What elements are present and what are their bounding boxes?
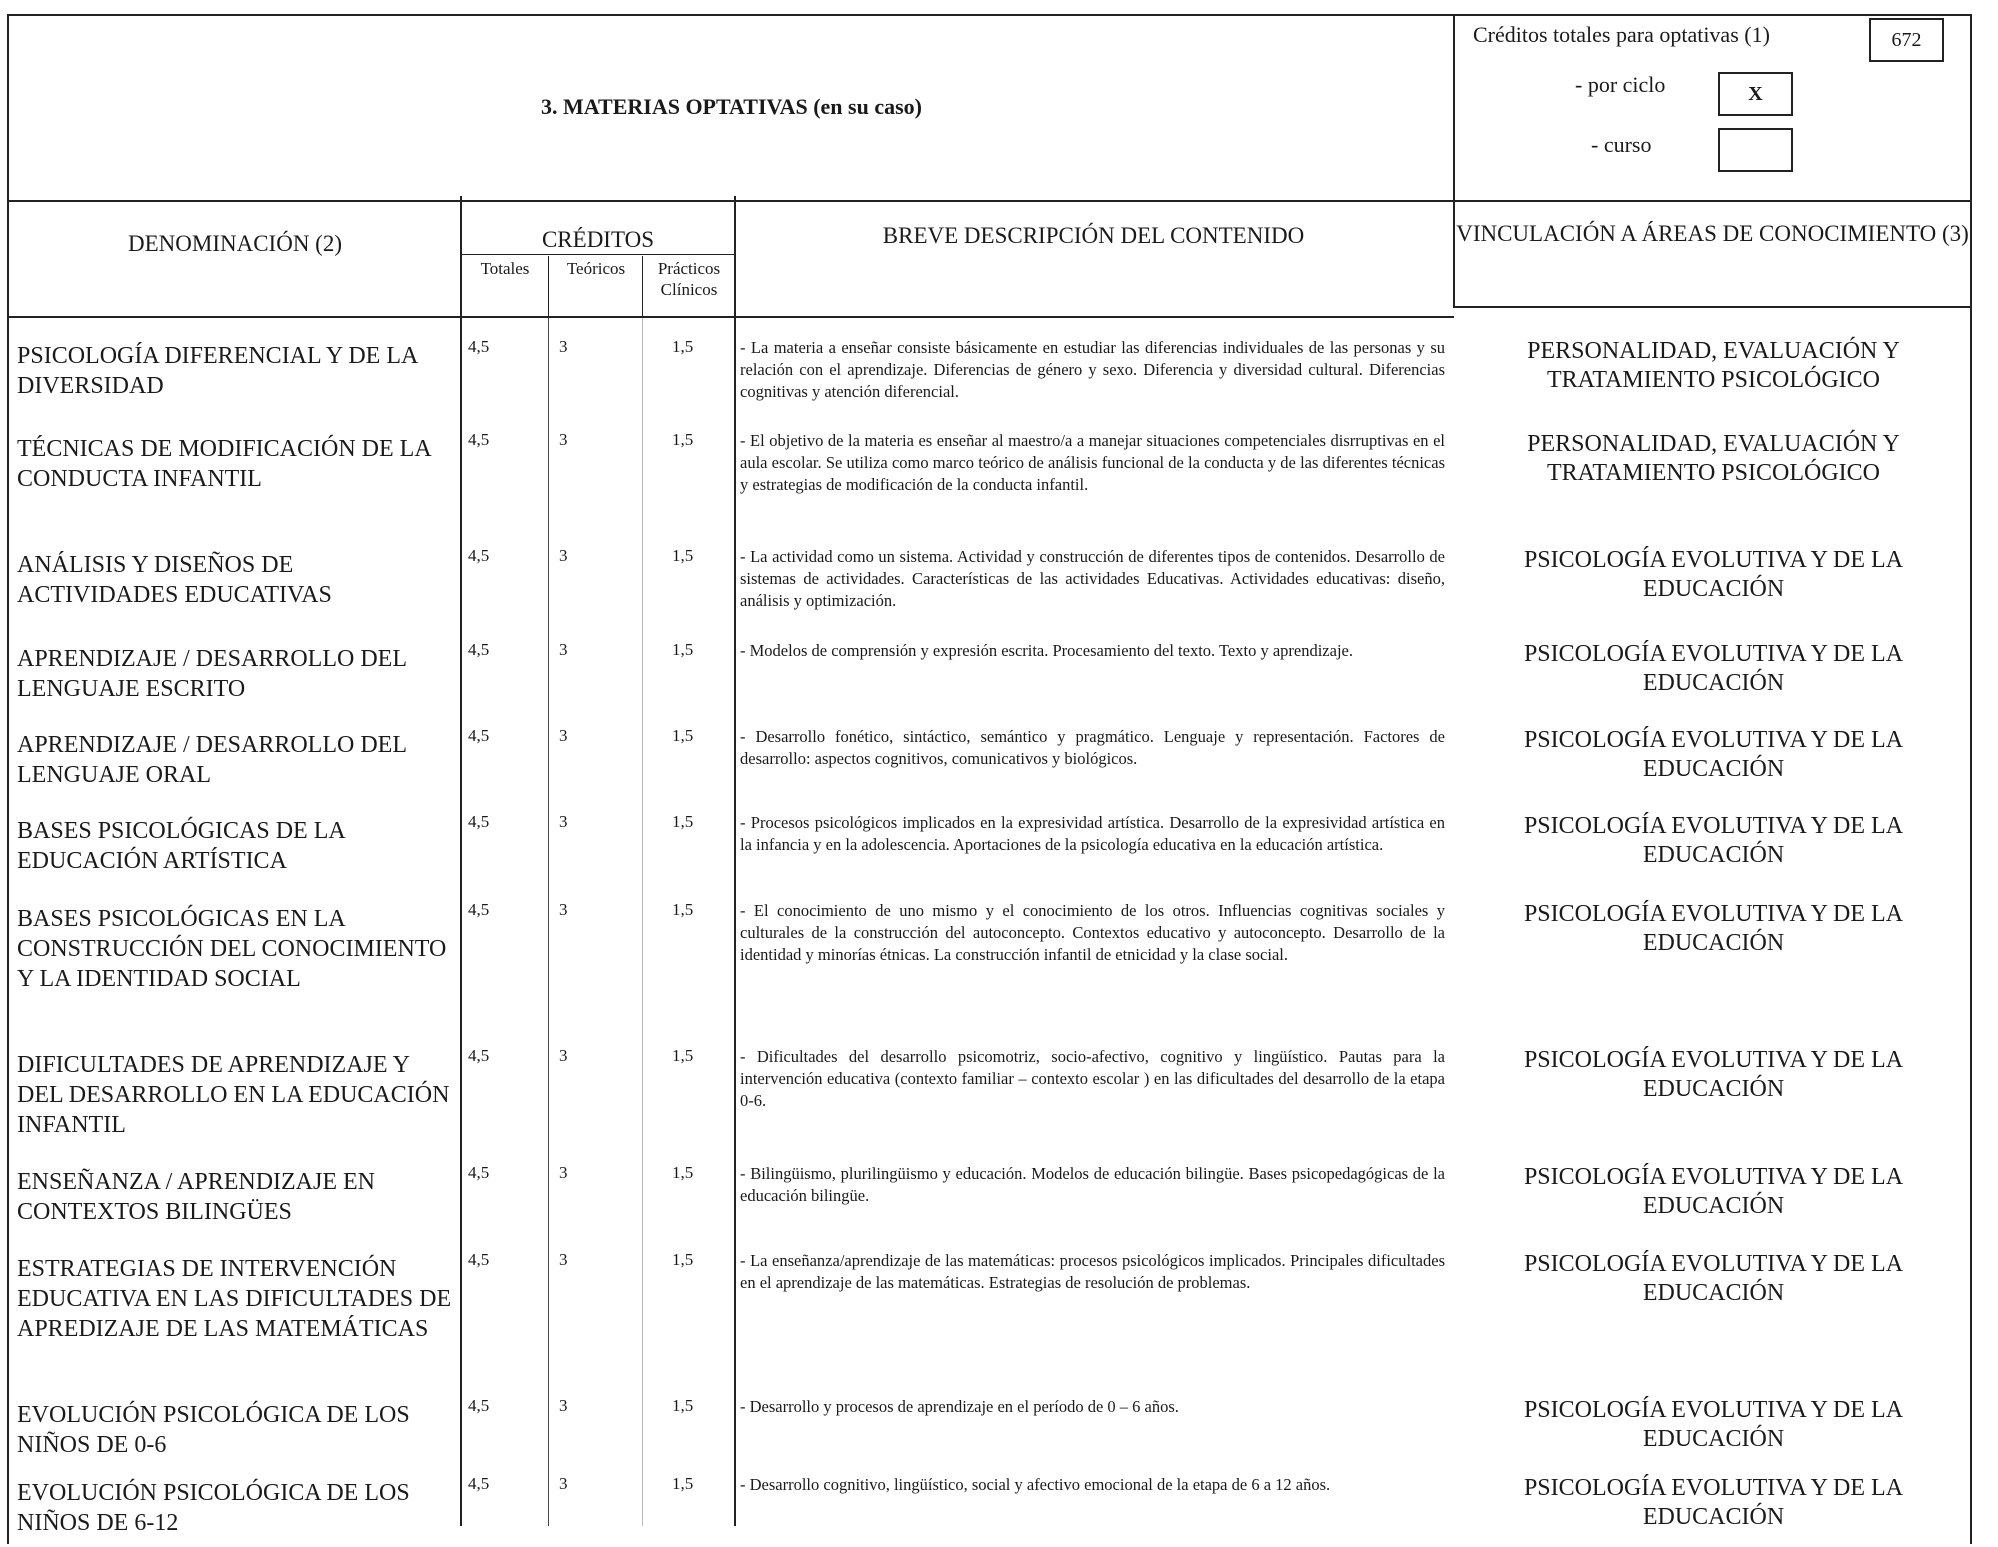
divider <box>1453 306 1970 308</box>
subject-name: DIFICULTADES DE APRENDIZAJE Y DEL DESARROLLO EN LA EDUCACIÓN INFANTIL <box>17 1052 450 1138</box>
knowledge-area: PSICOLOGÍA EVOLUTIVA Y DE LA EDUCACIÓN <box>1523 1164 1904 1219</box>
por-ciclo-checkbox: X <box>1718 72 1793 116</box>
credits-teoricos: 3 <box>559 640 568 659</box>
subject-description: - La materia a enseñar consiste básicamente en estudiar las diferencias individuales de las personas y su relación con el aprendizaje. Diferencias de género y sexo. Diferencia y diversidad cultural. Diferencias cognitivas y atención diferencial. <box>740 338 1445 401</box>
subject-name: ESTRATEGIAS DE INTERVENCIÓN EDUCATIVA EN LAS DIFICULTADES DE APREDIZAJE DE LAS MATEMÁTICAS <box>17 1256 452 1342</box>
knowledge-area: PSICOLOGÍA EVOLUTIVA Y DE LA EDUCACIÓN <box>1523 641 1904 696</box>
knowledge-area: PERSONALIDAD, EVALUACIÓN Y TRATAMIENTO PSICOLÓGICO <box>1527 431 1900 486</box>
credits-totales: 4,5 <box>468 337 490 356</box>
divider <box>462 254 734 255</box>
subject-description: - El conocimiento de uno mismo y el conocimiento de los otros. Influencias cognitivas sociales y culturales de la construcción del autoconcepto. Contextos educativo y autoconcepto. Desarrollo de la identidad y minorías étnicas. La construcción infantil de etnicidad y la clase social. <box>740 901 1445 964</box>
curso-checkbox <box>1718 128 1793 172</box>
subject-description: - Desarrollo cognitivo, lingüístico, social y afectivo emocional de la etapa de 6 a 12 años. <box>740 1475 1331 1494</box>
credits-practicos: 1,5 <box>672 1163 694 1182</box>
subject-description: - La enseñanza/aprendizaje de las matemáticas: procesos psicológicos implicados. Principales dificultades en el aprendizaje de las matemáticas. Estrategias de resolución de problemas. <box>740 1251 1445 1292</box>
credits-practicos: 1,5 <box>672 1046 694 1065</box>
credits-totales: 4,5 <box>468 1163 490 1182</box>
divider <box>548 318 549 1526</box>
credits-teoricos: 3 <box>559 900 568 919</box>
credits-practicos: 1,5 <box>672 430 694 449</box>
credits-practicos: 1,5 <box>672 640 694 659</box>
credits-practicos: 1,5 <box>672 337 694 356</box>
credits-practicos: 1,5 <box>672 546 694 565</box>
subject-description: - La actividad como un sistema. Actividad y construcción de diferentes tipos de contenidos. Desarrollo de sistemas de actividades. Características de las actividades Educativas. Actividades educativas: diseño, análisis y optimización. <box>740 547 1445 610</box>
col-header-denominacion: DENOMINACIÓN (2) <box>128 231 342 256</box>
credits-teoricos: 3 <box>559 1163 568 1182</box>
subject-description: - Procesos psicológicos implicados en la expresividad artística. Desarrollo de la expresividad artística en la infancia y en la adolescencia. Aportaciones de la psicología educativa en la educación artística. <box>740 813 1445 854</box>
col-header-practicos: Prácticos Clínicos <box>657 259 721 299</box>
credits-total-label: Créditos totales para optativas (1) <box>1473 22 1770 47</box>
divider <box>642 256 643 318</box>
knowledge-area: PSICOLOGÍA EVOLUTIVA Y DE LA EDUCACIÓN <box>1523 1047 1904 1102</box>
credits-teoricos: 3 <box>559 430 568 449</box>
divider <box>734 196 736 1526</box>
divider <box>460 196 462 1526</box>
credits-summary <box>1455 14 1970 200</box>
subject-description: - El objetivo de la materia es enseñar al maestro/a a manejar situaciones competenciales disrruptivas en el aula escolar. Se utiliza como marco teórico de análisis funcional de la conducta y de las diferentes técnicas y estrategias de modificación de la conducta infantil. <box>740 431 1445 494</box>
subject-name: ANÁLISIS Y DISEÑOS DE ACTIVIDADES EDUCATIVAS <box>17 552 332 608</box>
subject-name: ENSEÑANZA / APRENDIZAJE EN CONTEXTOS BILINGÜES <box>17 1169 375 1225</box>
credits-teoricos: 3 <box>559 1046 568 1065</box>
subject-name: APRENDIZAJE / DESARROLLO DEL LENGUAJE ESCRITO <box>17 646 407 702</box>
credits-practicos: 1,5 <box>672 1250 694 1269</box>
credits-teoricos: 3 <box>559 1250 568 1269</box>
knowledge-area: PSICOLOGÍA EVOLUTIVA Y DE LA EDUCACIÓN <box>1523 1475 1904 1530</box>
knowledge-area: PSICOLOGÍA EVOLUTIVA Y DE LA EDUCACIÓN <box>1523 901 1904 956</box>
subject-name: EVOLUCIÓN PSICOLÓGICA DE LOS NIÑOS DE 0-6 <box>17 1402 410 1458</box>
credits-practicos: 1,5 <box>672 900 694 919</box>
subject-description: - Desarrollo y procesos de aprendizaje en el período de 0 – 6 años. <box>740 1397 1179 1416</box>
credits-totales: 4,5 <box>468 900 490 919</box>
credits-teoricos: 3 <box>559 812 568 831</box>
knowledge-area: PSICOLOGÍA EVOLUTIVA Y DE LA EDUCACIÓN <box>1523 1397 1904 1452</box>
subject-description: - Desarrollo fonético, sintáctico, semántico y pragmático. Lenguaje y representación. Factores de desarrollo: aspectos cognitivos, comunicativos y biológicos. <box>740 727 1445 768</box>
credits-practicos: 1,5 <box>672 726 694 745</box>
col-header-totales: Totales <box>480 259 530 278</box>
credits-total-value: 672 <box>1869 18 1944 62</box>
knowledge-area: PERSONALIDAD, EVALUACIÓN Y TRATAMIENTO PSICOLÓGICO <box>1527 338 1900 393</box>
divider <box>642 318 643 1526</box>
knowledge-area: PSICOLOGÍA EVOLUTIVA Y DE LA EDUCACIÓN <box>1523 1251 1904 1306</box>
subject-name: PSICOLOGÍA DIFERENCIAL Y DE LA DIVERSIDAD <box>17 343 417 399</box>
credits-totales: 4,5 <box>468 546 490 565</box>
credits-teoricos: 3 <box>559 1474 568 1493</box>
knowledge-area: PSICOLOGÍA EVOLUTIVA Y DE LA EDUCACIÓN <box>1523 727 1904 782</box>
knowledge-area: PSICOLOGÍA EVOLUTIVA Y DE LA EDUCACIÓN <box>1523 547 1904 602</box>
col-header-vinculacion: VINCULACIÓN A ÁREAS DE CONOCIMIENTO (3) <box>1456 221 1969 246</box>
subject-description: - Bilingüismo, plurilingüismo y educación. Modelos de educación bilingüe. Bases psicopedagógicas de la educación bilingüe. <box>740 1164 1445 1205</box>
curso-label: - curso <box>1591 132 1652 157</box>
credits-teoricos: 3 <box>559 546 568 565</box>
divider <box>548 256 549 318</box>
subject-name: APRENDIZAJE / DESARROLLO DEL LENGUAJE ORAL <box>17 732 407 788</box>
knowledge-area: PSICOLOGÍA EVOLUTIVA Y DE LA EDUCACIÓN <box>1523 813 1904 868</box>
col-header-descripcion: BREVE DESCRIPCIÓN DEL CONTENIDO <box>882 223 1305 248</box>
section-title: 3. MATERIAS OPTATIVAS (en su caso) <box>541 94 922 119</box>
credits-teoricos: 3 <box>559 726 568 745</box>
credits-totales: 4,5 <box>468 430 490 449</box>
credits-totales: 4,5 <box>468 1250 490 1269</box>
credits-totales: 4,5 <box>468 1046 490 1065</box>
credits-totales: 4,5 <box>468 1396 490 1415</box>
credits-practicos: 1,5 <box>672 1474 694 1493</box>
credits-totales: 4,5 <box>468 812 490 831</box>
subject-description: - Dificultades del desarrollo psicomotriz, socio-afectivo, cognitivo y lingüístico. Pautas para la intervención educativa (contexto familiar – contexto escolar ) en las dificultades del desarrollo de la etapa 0-6. <box>740 1047 1445 1110</box>
credits-totales: 4,5 <box>468 726 490 745</box>
subject-description: - Modelos de comprensión y expresión escrita. Procesamiento del texto. Texto y aprendizaje. <box>740 641 1353 660</box>
subject-name: TÉCNICAS DE MODIFICACIÓN DE LA CONDUCTA INFANTIL <box>17 436 431 492</box>
credits-teoricos: 3 <box>559 1396 568 1415</box>
col-header-teoricos: Teóricos <box>566 259 626 278</box>
subject-name: EVOLUCIÓN PSICOLÓGICA DE LOS NIÑOS DE 6-12 <box>17 1480 410 1536</box>
credits-teoricos: 3 <box>559 337 568 356</box>
col-header-creditos: CRÉDITOS <box>541 227 655 252</box>
subject-name: BASES PSICOLÓGICAS EN LA CONSTRUCCIÓN DEL CONOCIMIENTO Y LA IDENTIDAD SOCIAL <box>17 906 447 992</box>
divider <box>7 316 1454 318</box>
credits-totales: 4,5 <box>468 640 490 659</box>
credits-practicos: 1,5 <box>672 1396 694 1415</box>
credits-totales: 4,5 <box>468 1474 490 1493</box>
divider <box>7 200 1972 202</box>
por-ciclo-label: - por ciclo <box>1575 72 1666 97</box>
credits-practicos: 1,5 <box>672 812 694 831</box>
subject-name: BASES PSICOLÓGICAS DE LA EDUCACIÓN ARTÍSTICA <box>17 818 345 874</box>
